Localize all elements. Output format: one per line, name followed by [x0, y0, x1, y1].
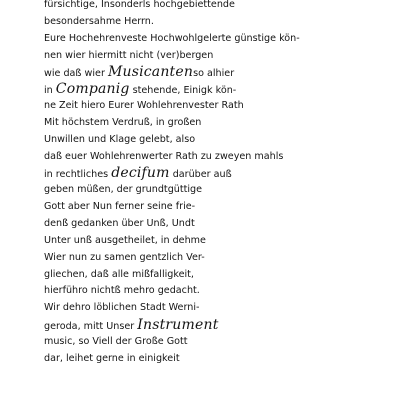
text-line: [44, 48, 344, 65]
line-segment: Wier nun zu samen gentzlich Ver-: [44, 251, 205, 263]
text-line: [44, 182, 344, 199]
line-segment: in: [44, 85, 56, 97]
text-line: [44, 216, 344, 233]
line-segment: denß gedanken über Unß, Undt: [44, 217, 195, 229]
line-segment: Eure Hochehrenveste Hochwohlgelerte günstige kön-: [44, 32, 300, 44]
line-segment: daß euer Wohlehrenwerter Rath zu zweyen mahls: [44, 150, 284, 162]
line-segment: besondersahme Herrn.: [44, 15, 154, 27]
line-segment: stehende, Einigk kön-: [129, 85, 237, 97]
emphasized-word: Instrument: [137, 317, 219, 334]
text-line: [44, 98, 344, 115]
line-segment: music, so Viell der Große Gott: [44, 335, 188, 347]
emphasized-word: Musicanten: [107, 64, 194, 81]
text-line: [44, 149, 344, 166]
line-segment: Unter unß ausgetheilet, in dehme: [44, 234, 206, 246]
line-segment: gliechen, daß alle mißfalligkeit,: [44, 268, 194, 280]
text-line: [44, 64, 344, 81]
text-line: [44, 351, 344, 368]
line-segment: dar, leihet gerne in einigkeit: [44, 352, 180, 364]
line-segment: so alhier: [193, 68, 235, 80]
text-line: [44, 115, 344, 132]
text-line: [44, 132, 344, 149]
text-line: [44, 267, 344, 284]
line-segment: ne Zeit hiero Eurer Wohlehrenvester Rath: [44, 100, 244, 112]
line-segment: nen wier hiermitt nicht (ver)bergen: [44, 49, 214, 61]
text-line: [44, 250, 344, 267]
text-line: [44, 81, 344, 98]
line-segment: in rechtliches: [44, 169, 112, 181]
text-line: [44, 14, 344, 31]
text-line: [44, 334, 344, 351]
letter-text: [44, 0, 344, 368]
text-line: [44, 317, 344, 334]
text-line: [44, 199, 344, 216]
text-line: [44, 283, 344, 300]
line-segment: geben müßen, der grundtgüttige: [44, 184, 203, 196]
line-segment: geroda, mitt Unser: [44, 321, 138, 333]
text-line: [44, 233, 344, 250]
line-segment: Mit höchstem Verdruß, in großen: [44, 116, 202, 128]
line-segment: hierführo nichtß mehro gedacht.: [44, 285, 200, 297]
text-line: [44, 31, 344, 48]
emphasized-word: Companig: [55, 81, 130, 98]
line-segment: darüber auß: [169, 169, 232, 181]
line-segment: Unwillen und Klage gelebt, also: [44, 133, 196, 145]
text-line: [44, 300, 344, 317]
line-segment: wie daß wier: [44, 68, 108, 80]
text-line: [44, 0, 344, 14]
text-line: [44, 165, 344, 182]
line-segment: fürsichtige, Insonderls hochgebiettende: [44, 0, 235, 10]
line-segment: Gott aber Nun ferner seine frie-: [44, 201, 196, 213]
emphasized-word: decifum: [111, 165, 170, 182]
line-segment: Wir dehro löblichen Stadt Werni-: [44, 302, 200, 314]
